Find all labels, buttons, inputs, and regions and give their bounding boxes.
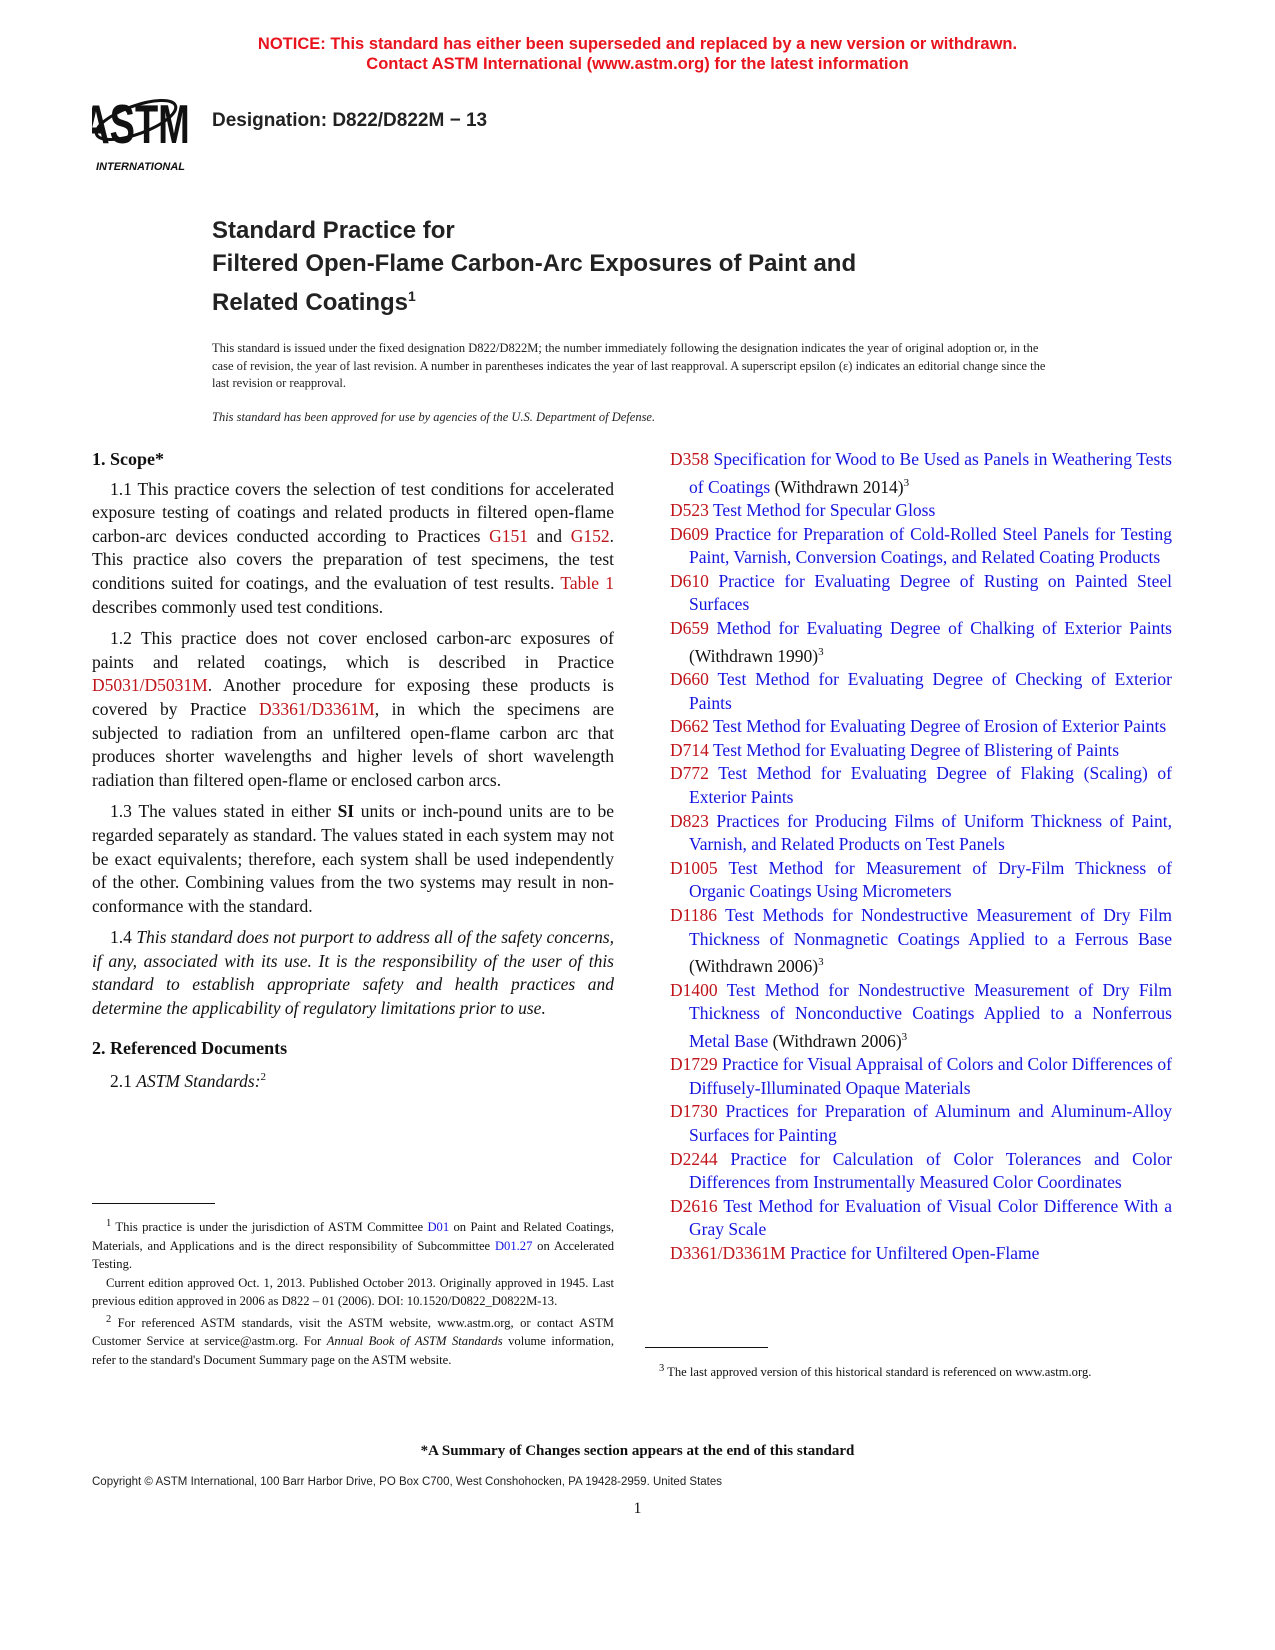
footnotes-right [645, 1360, 1172, 1382]
reference-code-link[interactable]: D1730 [670, 1101, 718, 1122]
footnote-ref-1[interactable]: 1 [408, 288, 416, 304]
paragraph-1-3: 1.3 The values stated in either SI units or inch-pound units are to be regarded separately as standard. The values stated in each system may not be exact equivalents; therefore, each system shall be used independently of the other. Combining values from the two systems may result in non-conformance with the standard. [92, 801, 615, 916]
reference-item [670, 1100, 1172, 1147]
reference-title-link[interactable]: Test Method for Evaluating Degree of Erosion of Exterior Paints [712, 716, 1167, 737]
paragraph-2-1: 2.1 ASTM Standards:$^2$ [110, 1071, 267, 1092]
reference-code-link[interactable]: D2244 [670, 1148, 718, 1169]
reference-title-link[interactable]: Practice for Visual Appraisal of Colors and Color Differences of Diffusely-Illuminated Opaque Materials [689, 1054, 1173, 1098]
reference-item [670, 523, 1172, 570]
reference-code-link[interactable]: D659 [670, 617, 709, 638]
link-g152[interactable]: G152 [570, 525, 610, 546]
referenced-documents-heading: 2. Referenced Documents [92, 1037, 288, 1058]
link-g151[interactable]: G151 [489, 525, 529, 546]
reference-item [670, 904, 1172, 979]
reference-title-link[interactable]: Practice for Calculation of Color Tolerances and Color Differences from Instrumentally Measured Color Coordinates [689, 1148, 1172, 1193]
reference-title-link[interactable]: Practices for Preparation of Aluminum and Aluminum-Alloy Surfaces for Painting [689, 1101, 1173, 1145]
footnotes-left [92, 1215, 614, 1369]
reference-title-link[interactable]: Test Method for Evaluating Degree of Flaking (Scaling) of Exterior Paints [689, 763, 1173, 807]
notice-line-1: NOTICE: This standard has either been superseded and replaced by a new version or withdrawn. [257, 35, 1018, 53]
reference-code-link[interactable]: D2616 [670, 1195, 718, 1216]
astm-logo [92, 82, 202, 174]
reference-title-link[interactable]: Test Methods for Nondestructive Measurement of Dry Film Thickness of Nonmagnetic Coatings Applied to a Ferrous Base [689, 904, 1172, 949]
paragraph-1-4: 1.4 This standard does not purport to address all of the safety concerns, if any, associated with its use. It is the responsibility of the user of this standard to establish appropriate safety and health practices and determine the applicability of regulatory limitations prior to use. [92, 927, 615, 1019]
reference-title-link[interactable]: Practices for Producing Films of Uniform Thickness of Paint, Varnish, and Related Products on Test Panels [689, 810, 1172, 855]
reference-item [670, 762, 1172, 809]
reference-item [670, 979, 1172, 1054]
footnote-divider-right [645, 1347, 768, 1348]
reference-title-link[interactable]: Practice for Preparation of Cold-Rolled Steel Panels for Testing Paint, Varnish, Conversion Coatings, and Related Coating Products [689, 523, 1172, 568]
reference-item [670, 810, 1172, 857]
footnote-divider [92, 1203, 215, 1204]
reference-item [670, 668, 1172, 715]
reference-item [670, 1148, 1172, 1195]
astm-international-logo-icon [92, 82, 202, 174]
link-table-1[interactable]: Table 1 [560, 572, 614, 593]
reference-code-link[interactable]: D823 [670, 810, 709, 831]
withdrawn-note: (Withdrawn 1990) [689, 645, 819, 666]
reference-item [670, 857, 1172, 904]
footnote-ref-2[interactable]: 2 [260, 1071, 267, 1084]
left-column [92, 448, 614, 1102]
reference-item [670, 448, 1172, 499]
reference-title-link[interactable]: Practice for Evaluating Degree of Rusting on Painted Steel Surfaces [689, 570, 1173, 615]
reference-item [670, 715, 1172, 739]
withdrawn-note: (Withdrawn 2006) [689, 955, 819, 976]
reference-item [670, 570, 1172, 617]
paragraph-1-1: 1.1 This practice covers the selection of test conditions for accelerated exposure testing of coatings and related products in filtered open-flame carbon-arc devices conducted according to Practices G151 and G152. This practice also covers the preparation of test specimens, the test conditions suited for coatings, and the evaluation of test results. Table 1 describes commonly used test conditions. [92, 478, 615, 617]
reference-item [670, 1242, 1172, 1266]
reference-code-link[interactable]: D1186 [670, 904, 717, 925]
designation: Designation: D822/D822M − 13 [212, 110, 488, 131]
reference-code-link[interactable]: D1400 [670, 979, 718, 1000]
reference-title-link[interactable]: Method for Evaluating Degree of Chalking of Exterior Paints [716, 617, 1172, 638]
dod-note: This standard has been approved for use by agencies of the U.S. Department of Defense. [212, 410, 656, 424]
issued-note: This standard is issued under the fixed designation D822/D822M; the number immediately following the designation indicates the year of original adoption or, in the case of revision, the year of last revision. A number in parentheses indicates the year of last reapproval. A superscript epsilon (ε) indicates an editorial change since the last revision or reapproval. [212, 341, 1046, 390]
footnote-3: $^3$ The last approved version of this historical standard is referenced on www.astm.org. [659, 1363, 1092, 1380]
reference-title-link[interactable]: Test Method for Evaluating Degree of Checking of Exterior Paints [689, 669, 1172, 713]
reference-title-link[interactable]: Test Method for Specular Gloss [712, 500, 936, 521]
withdrawn-note: (Withdrawn 2014) [770, 476, 904, 497]
reference-item [670, 739, 1172, 763]
link-d01[interactable]: D01 [427, 1220, 450, 1235]
paragraph-1-2: 1.2 This practice does not cover enclosed carbon-arc exposures of paints and related coatings, which is described in Practice D5031/D5031M. Another procedure for exposing these products is covered by Practice D3361/D3361M, in which the specimens are subjected to radiation from an unfiltered open-flame carbon arc that produces shorter wavelengths and higher levels of short wavelength radiation than filtered open-flame or enclosed carbon arcs. [92, 628, 615, 790]
reference-code-link[interactable]: D714 [670, 739, 709, 760]
svg-text:ASTM: ASTM [92, 94, 190, 156]
footnote-2: $^2$ For referenced ASTM standards, visit the ASTM website, www.astm.org, or contact ASTM Customer Service at service@astm.org. For Annual Book of ASTM Standards volume information, refer to the standard's Document Summary page on the ASTM website. [92, 1313, 615, 1367]
reference-code-link[interactable]: D358 [670, 449, 709, 469]
footnote-1-edition: Current edition approved Oct. 1, 2013. Published October 2013. Originally approved in 1945. Last previous edition approved in 2006 as D822 – 01 (2006). DOI: 10.1520/D0822_D0822M-13. [92, 1275, 614, 1309]
reference-title-link[interactable]: Test Method for Evaluation of Visual Color Difference With a Gray Scale [689, 1195, 1172, 1240]
reference-code-link[interactable]: D662 [670, 716, 709, 737]
reference-code-link[interactable]: D610 [670, 570, 709, 591]
reference-item [670, 617, 1172, 668]
reference-title-link[interactable]: Test Method for Evaluating Degree of Blistering of Paints [712, 739, 1119, 760]
reference-title-link[interactable]: Test Method for Nondestructive Measurement of Dry Film Thickness of Nonconductive Coatings Applied to a Nonferrous Metal Base [689, 979, 1172, 1051]
summary-of-changes-note: *A Summary of Changes section appears at the end of this standard [420, 1443, 855, 1459]
footnote-ref-3[interactable]: 3 [901, 1030, 908, 1043]
withdrawn-note: (Withdrawn 2006) [768, 1030, 902, 1051]
reference-code-link[interactable]: D772 [670, 763, 709, 784]
footnote-ref-3[interactable]: 3 [903, 476, 910, 489]
title-line-2: Filtered Open-Flame Carbon-Arc Exposures of Paint and [212, 250, 857, 277]
footnote-ref-3[interactable]: 3 [818, 956, 824, 969]
reference-code-link[interactable]: D523 [670, 500, 709, 521]
document-title [212, 214, 856, 319]
reference-item [670, 499, 1172, 523]
reference-item [670, 1053, 1172, 1100]
page-number: 1 [633, 1500, 642, 1517]
copyright: Copyright © ASTM International, 100 Barr Harbor Drive, PO Box C700, West Conshohocken, PA 19428-2959. United States [92, 1476, 723, 1488]
footnote-ref-3[interactable]: 3 [818, 645, 824, 658]
withdrawn-notice [0, 34, 1275, 74]
reference-code-link[interactable]: D660 [670, 669, 709, 689]
reference-item [670, 1195, 1172, 1242]
title-line-1: Standard Practice for [212, 217, 455, 244]
reference-title-link[interactable]: Test Method for Measurement of Dry-Film Thickness of Organic Coatings Using Micrometers [689, 857, 1172, 902]
referenced-standards-list [670, 448, 1172, 1266]
svg-text:INTERNATIONAL: INTERNATIONAL [96, 161, 186, 173]
scope-heading: 1. Scope* [92, 449, 164, 469]
title-line-3: Related Coatings$^1$ [212, 288, 416, 316]
reference-title-link[interactable]: Practice for Unfiltered Open-Flame [790, 1242, 1040, 1263]
reference-code-link[interactable]: D3361/D3361M [670, 1242, 786, 1263]
reference-code-link[interactable]: D1729 [670, 1054, 718, 1075]
reference-title-link[interactable]: Specification for Wood to Be Used as Panels in Weathering Tests of Coatings [689, 449, 1172, 497]
link-d5031[interactable]: D5031/D5031M [92, 675, 208, 696]
link-d01-27[interactable]: D01.27 [494, 1238, 533, 1253]
reference-code-link[interactable]: D1005 [670, 857, 718, 878]
footnote-1: $^1$ This practice is under the jurisdiction of ASTM Committee D01 on Paint and Related Coatings, Materials, and Applications and is the direct responsibility of Subcommittee D01.27 on Accelerated Testing. [92, 1218, 614, 1272]
link-d3361[interactable]: D3361/D3361M [258, 698, 375, 719]
notice-line-2: Contact ASTM International (www.astm.org) for the latest information [366, 55, 909, 73]
reference-code-link[interactable]: D609 [670, 523, 709, 544]
